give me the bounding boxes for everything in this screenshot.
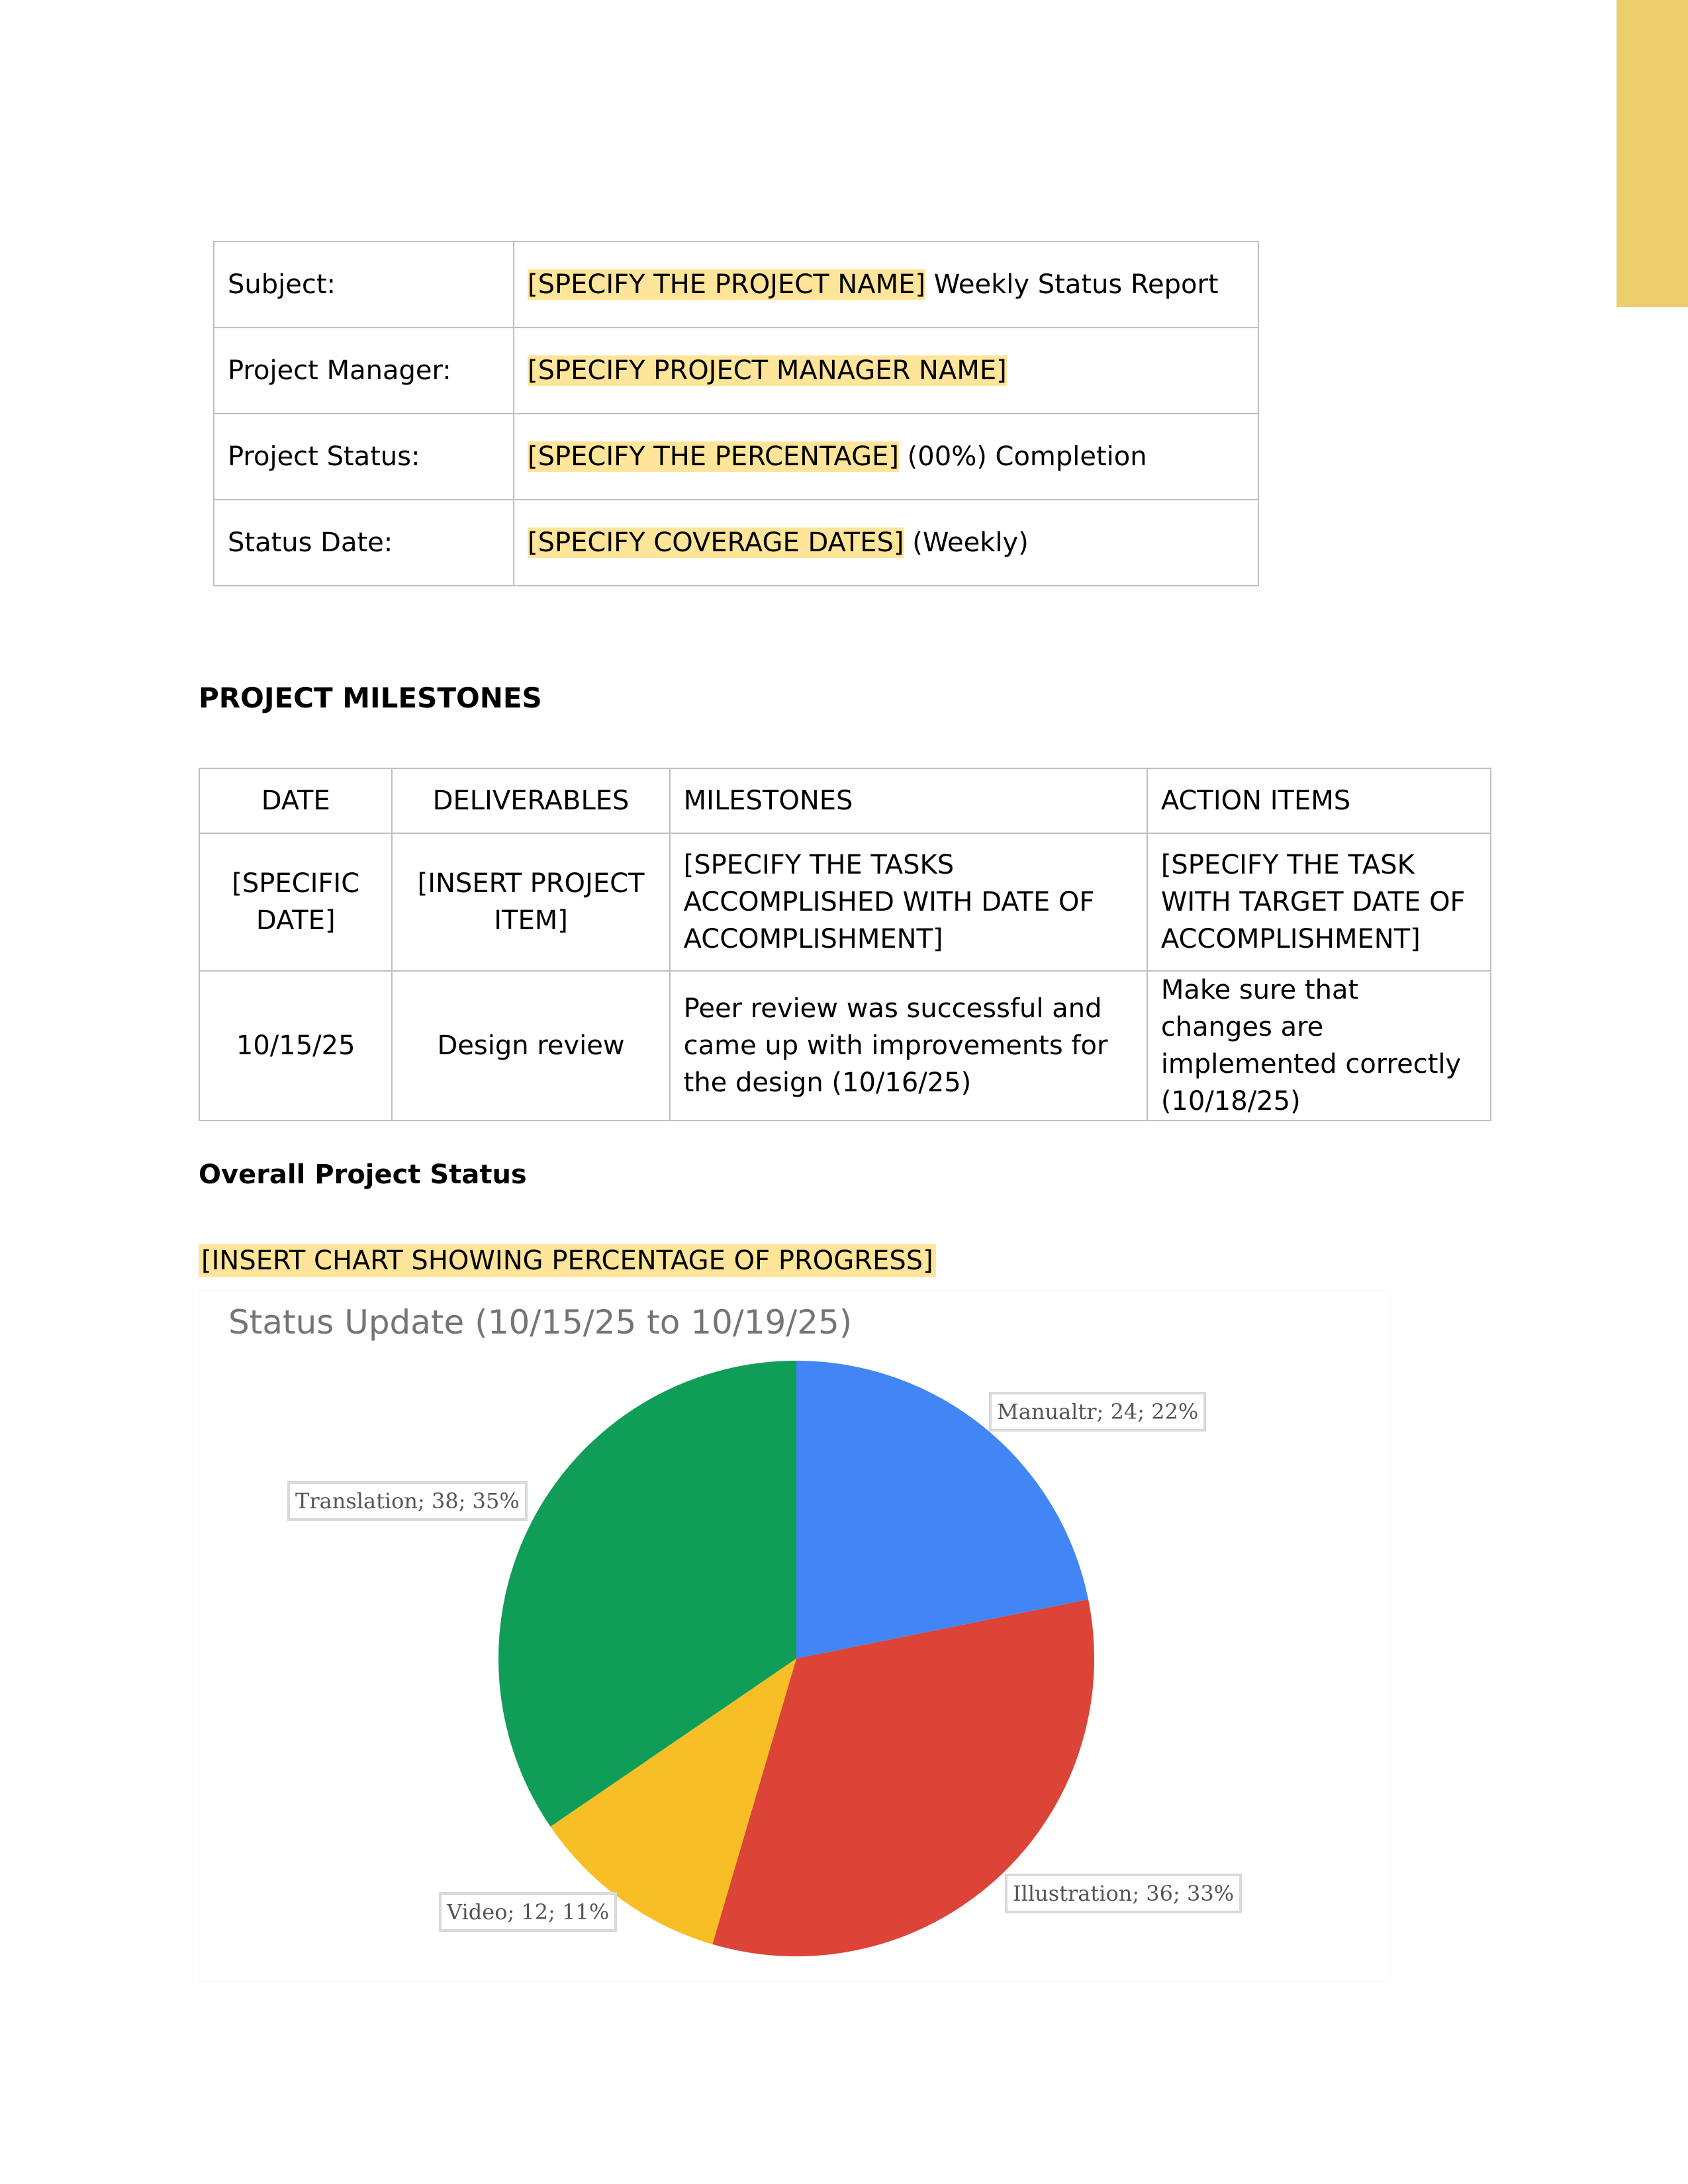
cell-milestone: [SPECIFY THE TASKS ACCOMPLISHED WITH DATE OF ACCOMPLISHMENT] — [670, 833, 1147, 971]
table-row — [199, 833, 1491, 971]
date-label: Status Date: — [214, 500, 514, 586]
slice-label-video: Video; 12; 11% — [439, 1892, 617, 1932]
date-value — [514, 500, 1258, 586]
slice-label-manualtr: Manualtr; 24; 22% — [989, 1392, 1206, 1432]
cell-date: [SPECIFIC DATE] — [199, 833, 392, 971]
subject-value — [514, 242, 1258, 328]
milestones-table — [199, 768, 1491, 1121]
cell-deliverable: Design review — [392, 971, 669, 1120]
status-suffix: (00%) Completion — [898, 441, 1147, 472]
table-row — [199, 971, 1491, 1120]
project-info-table — [213, 241, 1259, 586]
cell-action-item: [SPECIFY THE TASK WITH TARGET DATE OF ACCOMPLISHMENT] — [1147, 833, 1491, 971]
status-label: Project Status: — [214, 414, 514, 500]
header-milestones: MILESTONES — [670, 768, 1147, 833]
date-placeholder: [SPECIFY COVERAGE DATES] — [528, 527, 904, 558]
table-row — [214, 328, 1258, 414]
slice-label-translation: Translation; 38; 35% — [287, 1481, 528, 1521]
table-row — [214, 242, 1258, 328]
manager-value — [514, 328, 1258, 414]
subject-label: Subject: — [214, 242, 514, 328]
table-row — [214, 500, 1258, 586]
slice-label-illustration: Illustration; 36; 33% — [1005, 1874, 1242, 1913]
header-deliverables: DELIVERABLES — [392, 768, 669, 833]
cell-action-item: Make sure that changes are implemented correctly (10/18/25) — [1147, 971, 1491, 1120]
status-pie-chart — [199, 1291, 1390, 1982]
insert-chart-placeholder: [INSERT CHART SHOWING PERCENTAGE OF PROGRESS] — [199, 1244, 936, 1277]
chart-title: Status Update (10/15/25 to 10/19/25) — [228, 1303, 853, 1342]
status-placeholder: [SPECIFY THE PERCENTAGE] — [528, 441, 899, 472]
manager-placeholder: [SPECIFY PROJECT MANAGER NAME] — [528, 355, 1007, 386]
milestones-heading: PROJECT MILESTONES — [199, 682, 542, 714]
date-suffix: (Weekly) — [904, 527, 1029, 558]
subject-placeholder: [SPECIFY THE PROJECT NAME] — [528, 269, 925, 300]
corner-tab-decoration — [1617, 0, 1688, 307]
table-header-row — [199, 768, 1491, 833]
table-row — [214, 414, 1258, 500]
cell-milestone: Peer review was successful and came up with improvements for the design (10/16/25) — [670, 971, 1147, 1120]
subject-suffix: Weekly Status Report — [925, 269, 1219, 300]
header-action-items: ACTION ITEMS — [1147, 768, 1491, 833]
manager-label: Project Manager: — [214, 328, 514, 414]
cell-date: 10/15/25 — [199, 971, 392, 1120]
cell-deliverable: [INSERT PROJECT ITEM] — [392, 833, 669, 971]
status-value — [514, 414, 1258, 500]
header-date: DATE — [199, 768, 392, 833]
overall-status-heading: Overall Project Status — [199, 1160, 527, 1190]
